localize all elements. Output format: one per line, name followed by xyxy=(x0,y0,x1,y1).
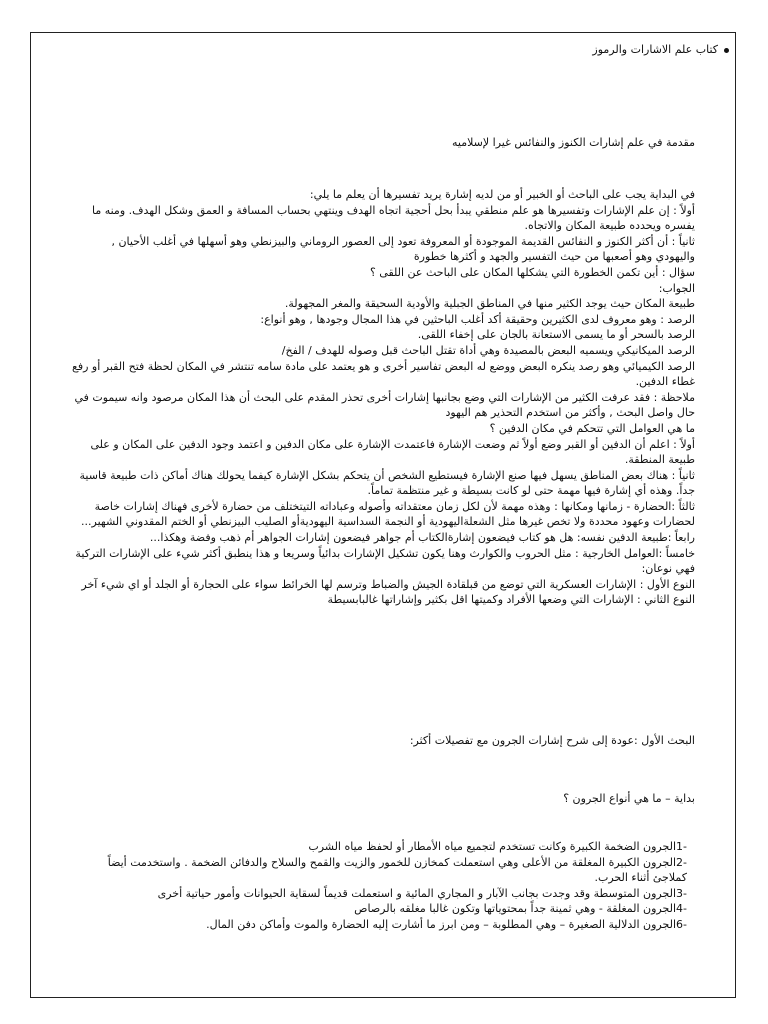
paragraph: الرصد الميكانيكي ويسميه البعض بالمصيدة وهي أداة تقتل الباحث قبل وصوله للهدف / الفخ/ xyxy=(281,343,695,357)
body-section xyxy=(51,187,715,608)
intro-heading xyxy=(51,135,715,151)
list-item: -1الجرون الضخمة الكبيرة وكانت تستخدم لتجميع مياه الأمطار أو لحفظ مياه الشرب xyxy=(308,840,687,853)
list-item: -2الجرون الكبيرة المغلقة من الأعلى وهي استعملت كمخازن للخمور والزيت والقمح والسلاح والدفائن الضخمة . واستخدمت أيضاً كملاجئ أثناء الحرب. xyxy=(107,855,687,885)
paragraph: ثانياً : هناك بعض المناطق يسهل فيها صنع الإشارة فيستطيع الشخص أن يتحكم بشكل الإشارة كيفما يحولك هناك أماكن ذات طبيعة قاسية جداً. وهذه أي إشارة فيها مهمة حتى لو كانت بسيطة و غير منتظمة تماماً. xyxy=(79,468,695,498)
document-title-text: كتاب علم الاشارات والرموز xyxy=(592,43,718,56)
paragraph: الرصد الكيميائي وهو رصد ينكره البعض ووضع له البعض تفاسير أخرى و هو يعتمد على مادة سامه تنتشر في المكان لحظة فتح القبر أو رفع غطاء الدفين. xyxy=(71,359,695,389)
paragraph: الجواب: xyxy=(658,281,695,295)
paragraph: ملاحظة : فقد عرفت الكثير من الإشارات التي وضع بجانبها إشارات أخرى تحذر المقدم على البحث أن هذا المكان مرصود وانه سيموت في حال واصل البحث , وأكثر من استخدم التحذير هم اليهود xyxy=(74,390,695,420)
paragraph: أولاً : إن علم الإشارات وتفسيرها هو علم منطقي يبدأ بحل أحجية اتجاه الهدف وينتهي بحساب المسافة و العمق وشكل الهدف. ومنه ما يفسره ويحدده طبيعة المكان والاتجاه. xyxy=(91,203,695,233)
paragraph: ما هي العوامل التي تتحكم في مكان الدفين ؟ xyxy=(489,421,695,435)
list-item: -4الجرون المغلقة - وهي ثمينة جداً بمحتوياتها وتكون غالبا مغلقه بالرصاص xyxy=(354,902,687,916)
paragraph: الرصد : وهو معروف لدى الكثيرين وحقيقة أكد أغلب الباحثين في هذا المجال وجودها , وهو أنواع: xyxy=(260,312,695,326)
section-heading: بداية – ما هي أنواع الجرون ؟ xyxy=(563,792,695,805)
types-list xyxy=(51,839,715,933)
paragraph: طبيعة المكان حيث يوجد الكثير منها في المناطق الجبلية والأودية السحيقة والمغر المجهولة. xyxy=(284,297,695,311)
paragraph: خامساً :العوامل الخارجية : مثل الحروب والكوارث وهنا يكون تشكيل الإشارات بدائياً وسريعا و هذا ينطبق أكثر شيء على الإشارات التركية فهي نوعان: xyxy=(75,546,695,576)
document-title xyxy=(51,43,729,56)
paragraph: ثانياً : أن أكثر الكنوز و النفائس القديمة الموجودة أو المعروفة تعود إلى العصور الروماني والبيزنطي وهو أسهلها في أغلب الأحيان , واليهودي وهو أصعبها من حيث التفسير والجهد و أكثرها خطورة xyxy=(111,234,695,264)
paragraph: سؤال : أين تكمن الخطورة التي يشكلها المكان على الباحث عن اللقى ؟ xyxy=(369,265,695,279)
section-heading-block xyxy=(51,791,715,807)
paragraph: ثالثاً :الحضارة - زمانها ومكانها : وهذه مهمة لأن لكل زمان معتقداته وأصوله وعباداته التيتختلف من حضارة لأخرى فهناك إشارات خاصة لحضارات وعهود محددة ولا تخص غيرها مثل الشعلةاليهودية أو النجمة السداسية اليهوديةأو الصليب البيزنطي أو الختم المقدوني الشهير... xyxy=(81,499,695,529)
document-page xyxy=(30,32,736,998)
intro-title: مقدمة في علم إشارات الكنوز والنفائس غيرا لإسلاميه xyxy=(452,136,695,149)
paragraph: أولاً : اعلم أن الدفين أو القبر وضع أولاً ثم وضعت الإشارة فاعتمدت الإشارة على مكان الدفين و اعتمد وجود الدفين على المكان و على طبيعة المنطقة. xyxy=(90,437,695,467)
bullet-icon xyxy=(724,48,729,53)
paragraph: في البداية يجب على الباحث أو الخبير أو من لديه إشارة يريد تفسيرها أن يعلم ما يلي: xyxy=(309,188,695,201)
section-heading: البحث الأول :عودة إلى شرح إشارات الجرون مع تفصيلات أكثر: xyxy=(409,734,695,747)
list-item: -6الجرون الدلالية الصغيرة – وهي المطلوبة – ومن ابرز ما أشارت إليه الحضارة والموت وأماكن دفن المال. xyxy=(206,917,687,931)
paragraph: رابعاً :طبيعة الدفين نفسه: هل هو كتاب فيضعون إشارةالكتاب أم جواهر فيضعون إشارات الجواهر أم ذهب وفضة وهكذا... xyxy=(149,531,695,545)
paragraph: النوع الأول : الإشارات العسكرية التي توضع من قبلقادة الجيش والضباط وترسم لها الخرائط سواء على الحجارة أو الجلد أو اي شيء آخر xyxy=(81,577,695,591)
paragraph: الرصد بالسحر أو ما يسمى الاستعانة بالجان على إخفاء اللقى. xyxy=(417,328,695,342)
section-heading-block xyxy=(51,733,715,749)
paragraph: النوع الثاني : الإشارات التي وضعها الأفراد وكميتها اقل بكثير وإشاراتها غالبابسيطة xyxy=(327,593,695,607)
list-item: -3الجرون المتوسطة وقد وجدت بجانب الآبار و المجاري المائية و استعملت قديماً لسقاية الحيوانات وأمور حياتية أخرى xyxy=(157,886,687,900)
